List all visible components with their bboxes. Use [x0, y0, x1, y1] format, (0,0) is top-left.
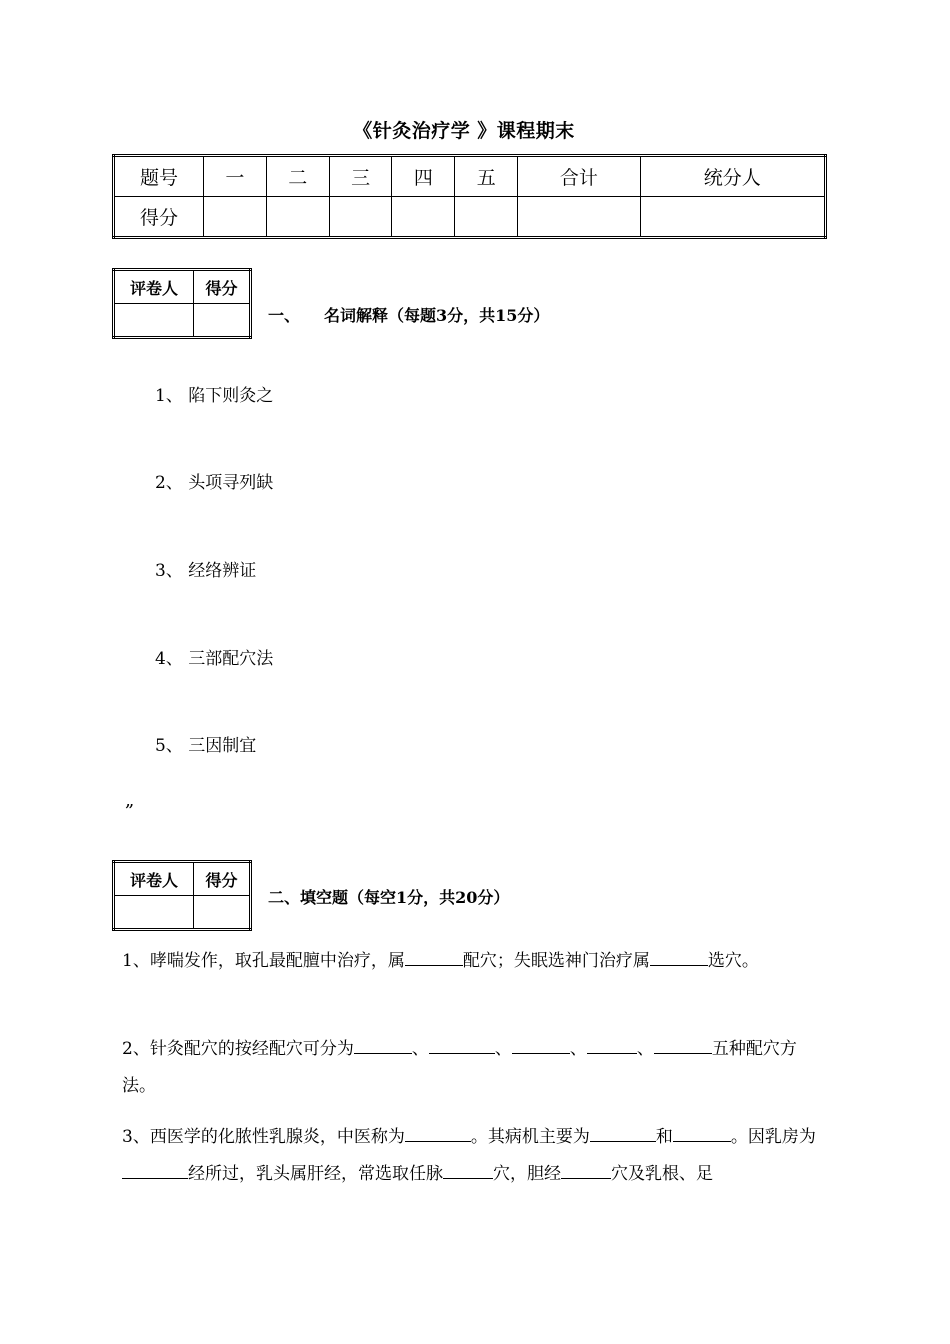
- section1-item-3: 3、 经络辨证: [155, 561, 257, 581]
- fill-blank[interactable]: [122, 1160, 188, 1179]
- q3-text-e: 经所过，乳头属肝经，常选取任脉: [188, 1164, 443, 1184]
- stray-mark: „: [125, 790, 135, 811]
- score-table-header-row: [114, 156, 826, 197]
- grader-reviewer-cell[interactable]: [114, 896, 194, 930]
- q3-text-f: 穴，胆经: [493, 1164, 561, 1184]
- header-cell-1: 一: [204, 156, 267, 197]
- exam-title: 《针灸治疗学 》课程期末: [353, 120, 575, 142]
- grader-label-score: 得分: [194, 862, 251, 896]
- grader-reviewer-cell[interactable]: [114, 304, 194, 338]
- fill-blank[interactable]: [587, 1035, 637, 1054]
- q3-text-g: 穴及乳根、足: [611, 1164, 713, 1184]
- grader-score-cell[interactable]: [194, 896, 251, 930]
- header-cell-5: 五: [455, 156, 518, 197]
- q2-text-a: 2、针灸配穴的按经配穴可分为: [122, 1039, 354, 1059]
- score-table-score-row: [114, 197, 826, 238]
- fill-blank[interactable]: [650, 947, 708, 966]
- section2-heading: 二、填空题（每空1分，共20分）: [268, 888, 510, 907]
- q3-text-c: 和: [655, 1127, 673, 1147]
- score-cell[interactable]: [455, 197, 518, 238]
- score-cell[interactable]: [204, 197, 267, 238]
- section1-number: 一、: [268, 306, 301, 325]
- q1-text-a: 1、哮喘发作，取孔最配膻中治疗，属: [122, 951, 405, 971]
- score-cell[interactable]: [329, 197, 392, 238]
- fill-blank[interactable]: [354, 1035, 412, 1054]
- question-2-2: [122, 1031, 828, 1105]
- score-cell[interactable]: [266, 197, 329, 238]
- question-2-3: [122, 1119, 828, 1193]
- question-2-1: [122, 943, 828, 980]
- section1-item-1: 1、 陷下则灸之: [155, 386, 274, 406]
- q3-text-d: 。因乳房为: [730, 1127, 816, 1147]
- fill-blank[interactable]: [405, 947, 463, 966]
- q2-sep: 、: [411, 1039, 429, 1059]
- q2-sep: 、: [569, 1039, 587, 1059]
- header-cell-3: 三: [329, 156, 392, 197]
- fill-blank[interactable]: [512, 1035, 570, 1054]
- fill-blank[interactable]: [405, 1123, 471, 1142]
- grader-label-reviewer: 评卷人: [114, 270, 194, 304]
- row-label-score: 得分: [114, 197, 204, 238]
- fill-blank[interactable]: [429, 1035, 495, 1054]
- score-summary-table: [112, 154, 827, 239]
- fill-blank[interactable]: [443, 1160, 493, 1179]
- section1-item-4: 4、 三部配穴法: [155, 649, 274, 669]
- grader-box-section2: [112, 860, 252, 931]
- header-cell-4: 四: [392, 156, 455, 197]
- header-cell-total: 合计: [518, 156, 640, 197]
- fill-blank[interactable]: [654, 1035, 712, 1054]
- grader-label-score: 得分: [194, 270, 251, 304]
- score-cell[interactable]: [518, 197, 640, 238]
- section1-item-2: 2、 头项寻列缺: [155, 473, 274, 493]
- fill-blank[interactable]: [590, 1123, 656, 1142]
- grader-score-cell[interactable]: [194, 304, 251, 338]
- score-cell[interactable]: [640, 197, 825, 238]
- q3-text-a: 3、西医学的化脓性乳腺炎，中医称为: [122, 1127, 405, 1147]
- q2-sep: 、: [494, 1039, 512, 1059]
- q2-sep: 、: [636, 1039, 654, 1059]
- header-cell-tallier: 统分人: [640, 156, 825, 197]
- q1-text-c: 选穴。: [707, 951, 759, 971]
- grader-box-section1: [112, 268, 252, 339]
- header-cell-2: 二: [266, 156, 329, 197]
- q2-text-b: 五种配穴方法。: [122, 1039, 797, 1096]
- score-cell[interactable]: [392, 197, 455, 238]
- q1-text-b: 配穴；失眠选神门治疗属: [462, 951, 650, 971]
- section1-heading: 名词解释（每题3分，共15分）: [324, 306, 550, 325]
- header-cell-question-number: 题号: [114, 156, 204, 197]
- section1-item-5: 5、 三因制宜: [155, 736, 257, 756]
- q3-text-b: 。其病机主要为: [470, 1127, 590, 1147]
- grader-label-reviewer: 评卷人: [114, 862, 194, 896]
- fill-blank[interactable]: [673, 1123, 731, 1142]
- fill-blank[interactable]: [561, 1160, 611, 1179]
